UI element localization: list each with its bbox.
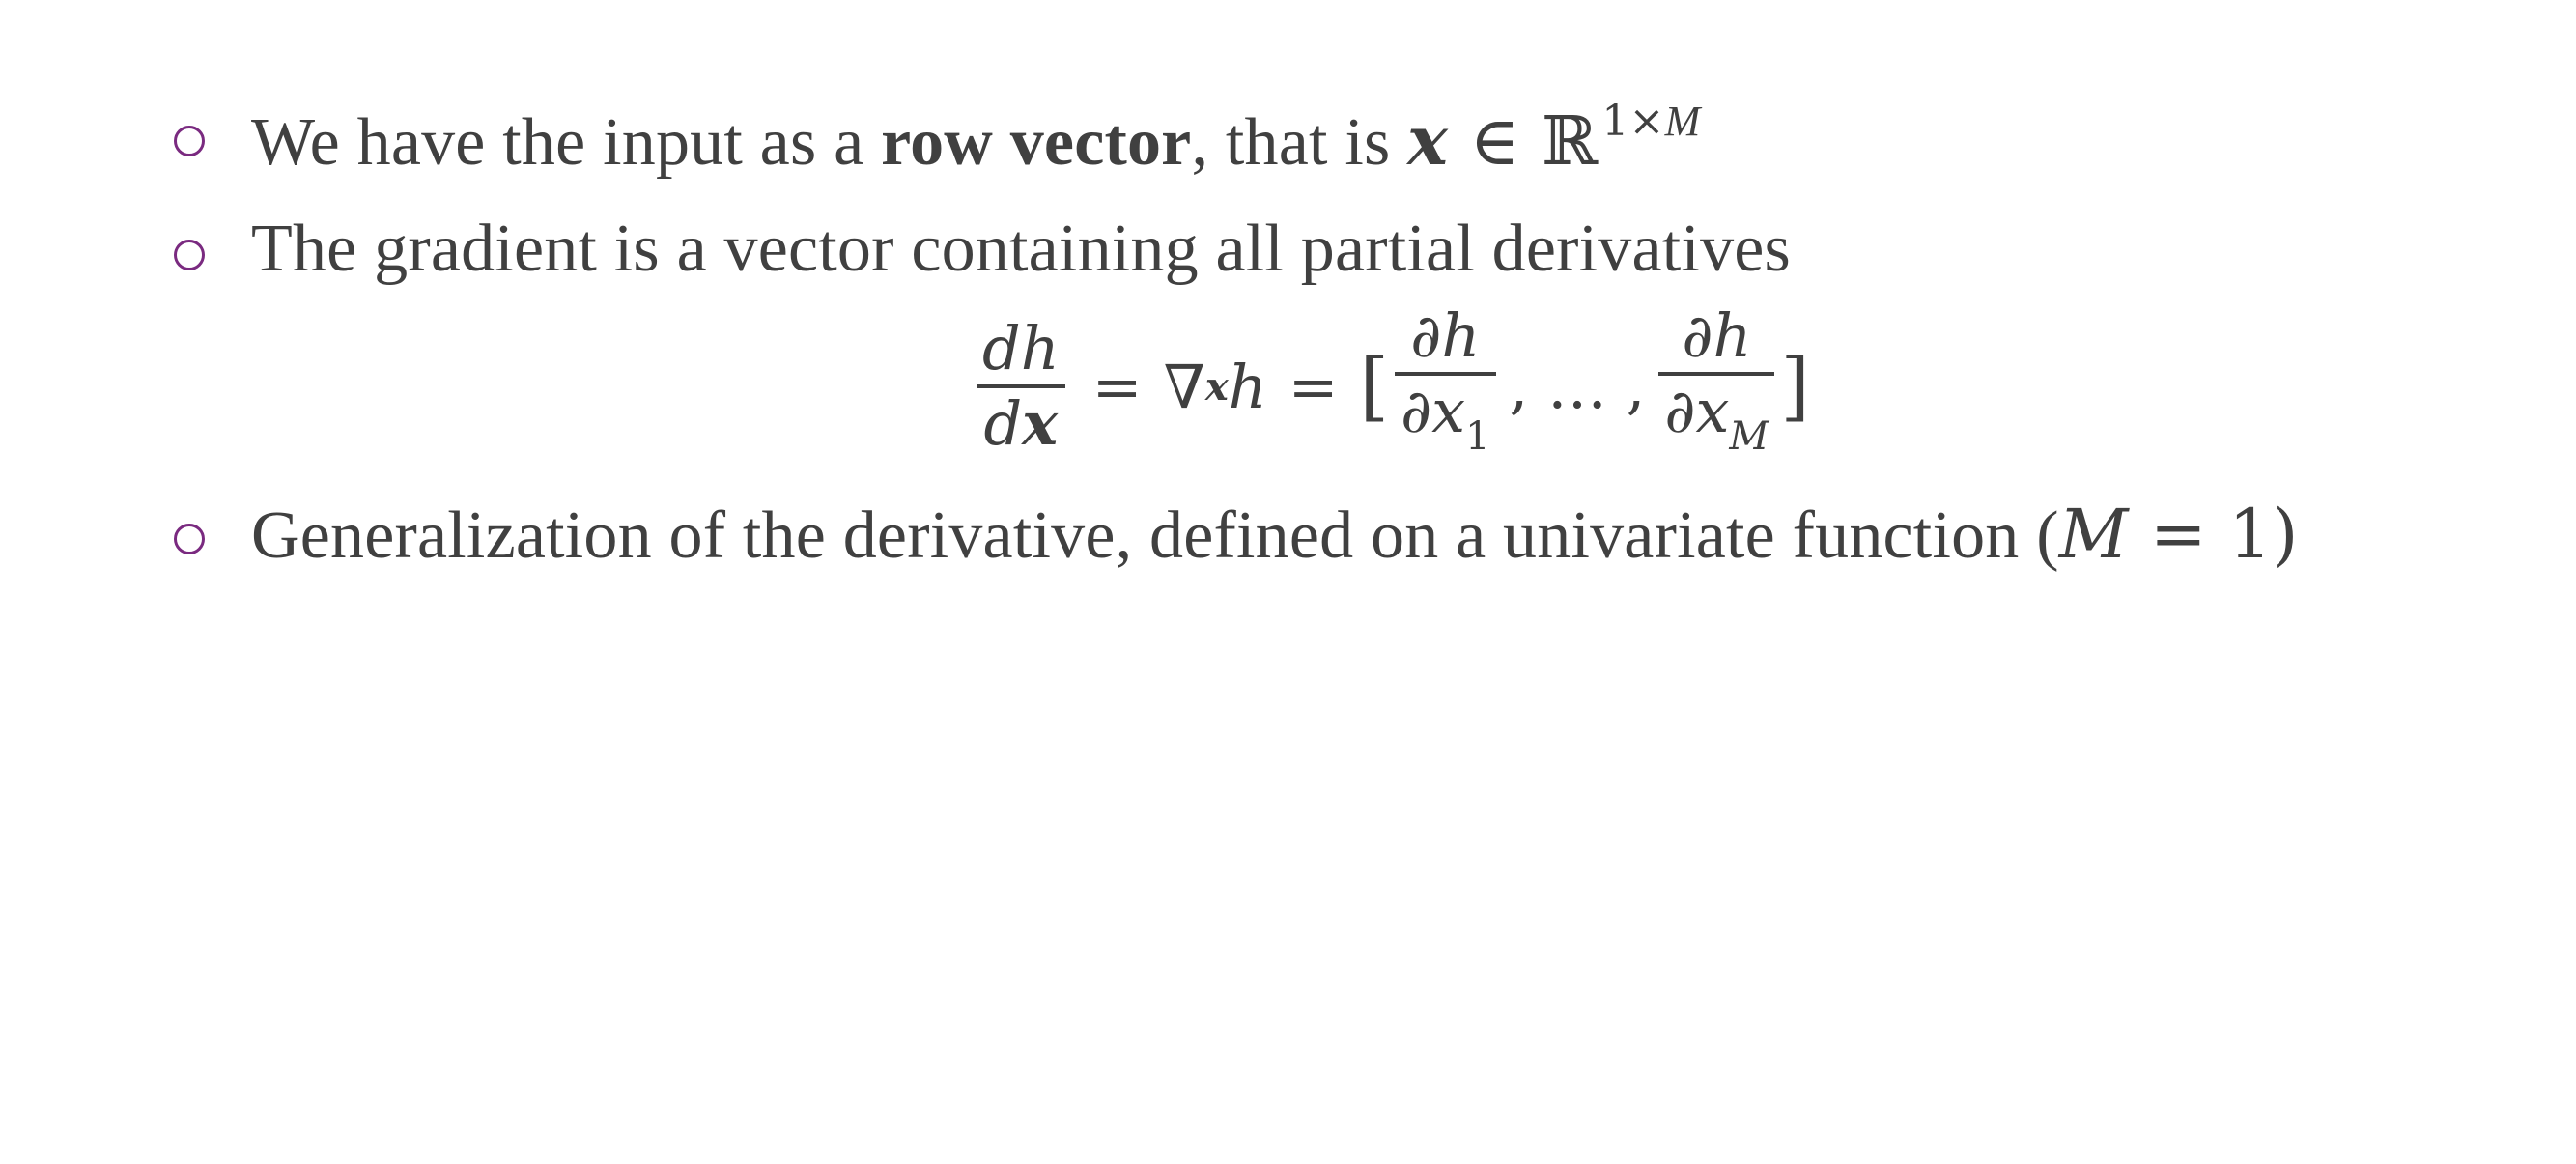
nabla-h: h [1228,351,1267,422]
partial-1-subscript: 1 [1465,414,1490,459]
open-bracket: [ [1359,343,1390,430]
bullet-row-input-row-vector [174,97,1700,193]
nabla-subscript-x: x [1204,363,1229,410]
bullet-row-generalization [174,495,2299,591]
partial-m-subscript: M [1729,414,1769,459]
bullet-row-gradient [174,211,1791,307]
bullet-1-bold: row vector [881,105,1192,180]
bullet-text-3 [251,495,2299,575]
bullet-3-prefix: Generalization of the derivative, defined on a univariate function ( [251,498,2059,573]
partial-m-den-text: ∂x [1664,376,1730,446]
circle-bullet-icon [174,240,205,270]
bullet-3-var-m: M [2058,495,2129,574]
ellipsis-separator: , … , [1509,351,1646,422]
nabla-symbol: ∇ [1163,351,1205,422]
bullet-3-rel: = 1) [2128,495,2299,574]
bullet-1-exp-m: M [1664,98,1701,145]
bullet-text-1 [251,97,1700,182]
partial-1-numerator: ∂h [1410,300,1481,371]
partial-m-numerator: ∂h [1682,300,1752,371]
den-x-bold: x [1022,388,1059,459]
frac-partial-xM [1658,300,1774,472]
gradient-equation [971,299,1810,473]
equals-sign-1: = [1091,351,1143,422]
close-bracket: ] [1780,343,1810,430]
bullet-1-exp-1: 1× [1601,97,1665,146]
frac-dh-dx [977,313,1065,460]
equals-sign-2: = [1288,351,1339,422]
bullet-1-rel: ∈ [1448,101,1542,181]
bullet-1-exponent [1601,98,1700,145]
bullet-text-2: The gradient is a vector containing all partial derivatives [251,212,1791,286]
circle-bullet-icon [174,126,205,156]
den-d: d [983,388,1023,459]
circle-bullet-icon [174,524,205,554]
bullet-1-prefix: We have the input as a [251,105,882,180]
partial-1-denominator [1395,376,1495,472]
partial-m-denominator [1658,376,1774,472]
bullet-1-middle: , that is [1191,105,1408,180]
bullet-1-set: ℝ [1541,101,1599,181]
frac-dh-dx-numerator: dh [982,313,1060,383]
frac-dh-dx-denominator [977,388,1063,460]
bullet-1-var-x: x [1407,100,1449,181]
partial-1-den-text: ∂x [1401,376,1466,446]
frac-partial-x1 [1395,300,1495,472]
